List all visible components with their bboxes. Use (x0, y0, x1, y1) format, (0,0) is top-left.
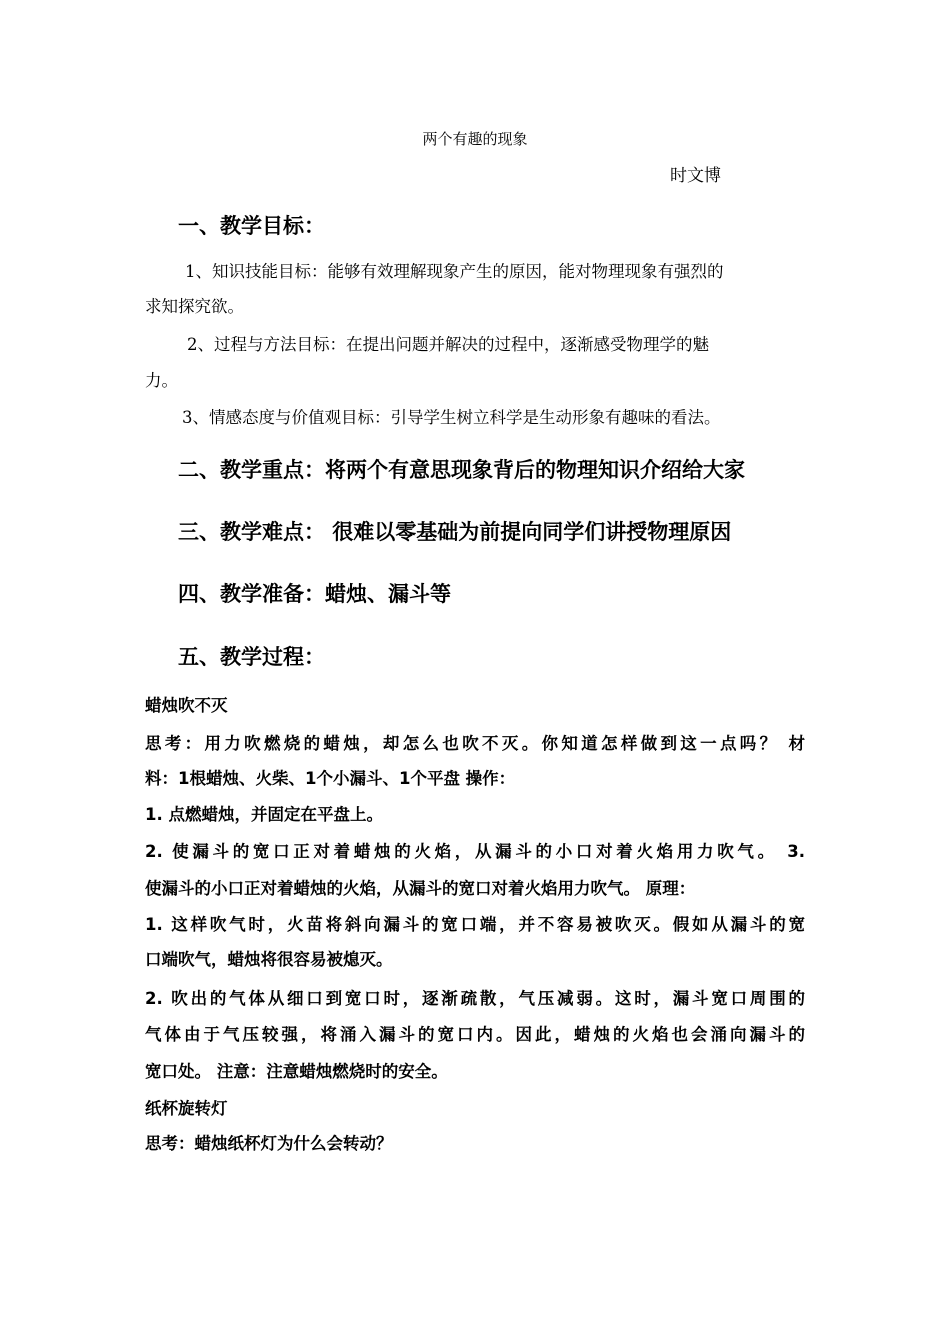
document-author: 时文博 (670, 166, 721, 186)
experiment-1-line: 宽口处。 注意：注意蜡烛燃烧时的安全。 (145, 1062, 448, 1081)
experiment-1-name: 蜡烛吹不灭 (145, 696, 228, 715)
experiment-1-line: 料：1根蜡烛、火柴、1个小漏斗、1个平盘 操作： (145, 769, 516, 788)
objective-item-1-line-2: 求知探究欲。 (145, 297, 244, 316)
experiment-1-line: 2. 吹出的气体从细口到宽口时，逐渐疏散，气压减弱。这时，漏斗宽口周围的 (145, 989, 805, 1008)
section-heading-preparation: 四、教学准备：蜡烛、漏斗等 (178, 582, 451, 606)
experiment-1-line: 思考：用力吹燃烧的蜡烛，却怎么也吹不灭。你知道怎样做到这一点吗？ 材 (145, 734, 805, 753)
document-title: 两个有趣的现象 (422, 130, 528, 148)
objective-item-3: 3、情感态度与价值观目标：引导学生树立科学是生动形象有趣味的看法。 (182, 408, 721, 427)
section-heading-difficulties: 三、教学难点： 很难以零基础为前提向同学们讲授物理原因 (178, 520, 732, 544)
objective-item-2-line-1: 2、过程与方法目标：在提出问题并解决的过程中，逐渐感受物理学的魅 (187, 335, 709, 354)
experiment-1-line: 气体由于气压较强，将涌入漏斗的宽口内。因此，蜡烛的火焰也会涌向漏斗的 (145, 1025, 805, 1044)
experiment-1-line: 1. 这样吹气时，火苗将斜向漏斗的宽口端，并不容易被吹灭。假如从漏斗的宽 (145, 915, 805, 934)
experiment-1-line: 2. 使漏斗的宽口正对着蜡烛的火焰，从漏斗的小口对着火焰用力吹气。 3. (145, 842, 805, 861)
section-heading-key-points: 二、教学重点：将两个有意思现象背后的物理知识介绍给大家 (178, 458, 745, 482)
experiment-2-line: 思考：蜡烛纸杯灯为什么会转动？ (145, 1134, 393, 1153)
section-heading-objectives: 一、教学目标： (178, 214, 325, 238)
experiment-1-line: 口端吹气，蜡烛将很容易被熄灭。 (145, 950, 393, 969)
experiment-2-name: 纸杯旋转灯 (145, 1099, 228, 1118)
objective-item-2-line-2: 力。 (145, 371, 178, 390)
objective-item-1-line-1: 1、知识技能目标：能够有效理解现象产生的原因，能对物理现象有强烈的 (185, 262, 724, 281)
section-heading-process: 五、教学过程： (178, 645, 325, 669)
experiment-1-line: 1. 点燃蜡烛，并固定在平盘上。 (145, 805, 383, 824)
experiment-1-line: 使漏斗的小口正对着蜡烛的火焰，从漏斗的宽口对着火焰用力吹气。 原理： (145, 879, 696, 898)
